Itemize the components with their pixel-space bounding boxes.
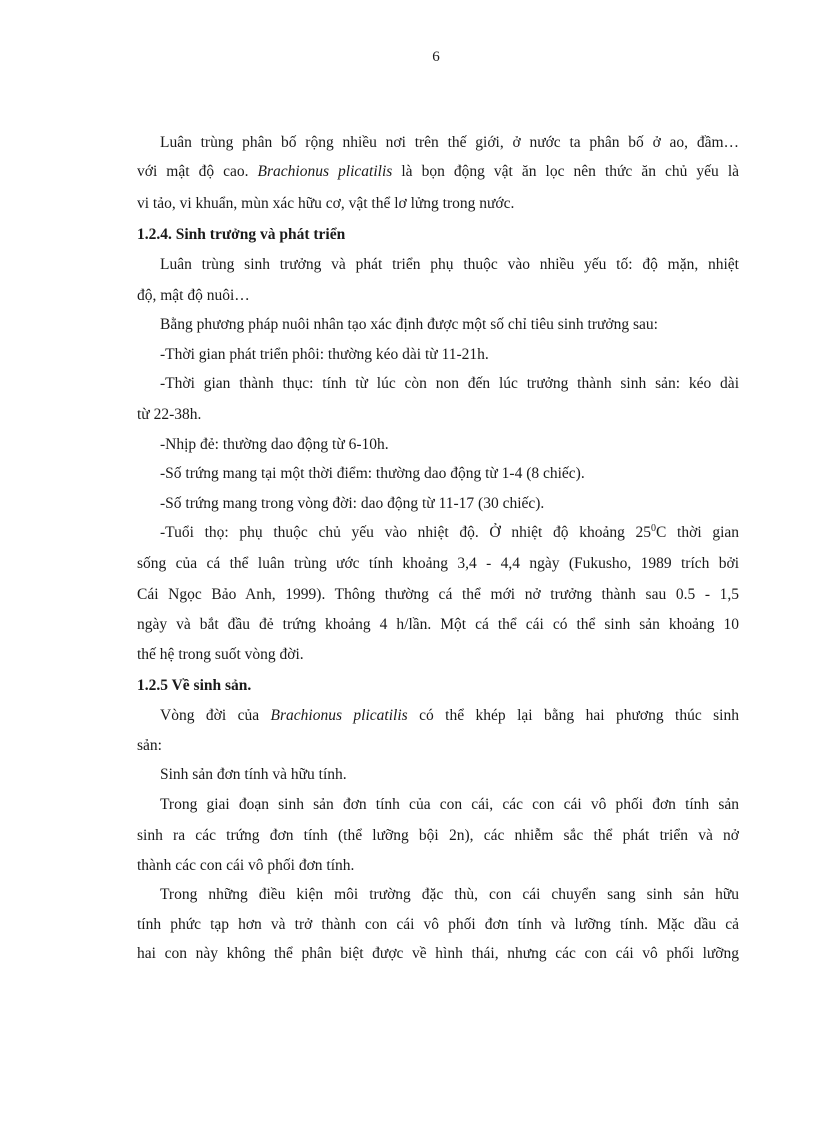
paragraph-line: độ, mật độ nuôi…: [137, 287, 250, 304]
list-item-continuation: từ 22-38h.: [137, 406, 202, 423]
section-heading: 1.2.4. Sinh trưởng và phát triển: [137, 226, 346, 243]
text-run: -Tuổi thọ: phụ thuộc chủ yếu vào nhiệt độ. Ở nhiệt độ khoảng 25: [160, 524, 652, 541]
paragraph-line: Sinh sản đơn tính và hữu tính.: [160, 766, 347, 783]
text-run: là bọn động vật ăn lọc nên thức ăn chủ yếu là: [392, 163, 740, 180]
list-item: -Thời gian phát triển phôi: thường kéo dài từ 11-21h.: [160, 346, 489, 363]
list-item: -Số trứng mang trong vòng đời: dao động từ 11-17 (30 chiếc).: [160, 495, 545, 512]
paragraph-line: Trong những điều kiện môi trường đặc thù, con cái chuyển sang sinh sản hữu: [160, 886, 739, 903]
text-run: Vòng đời của: [160, 707, 271, 724]
list-item: [160, 523, 739, 543]
superscript: 0: [651, 523, 657, 534]
section-heading: 1.2.5 Về sinh sản.: [137, 677, 252, 694]
list-item-continuation: thế hệ trong suốt vòng đời.: [137, 646, 304, 663]
paragraph-line: Trong giai đoạn sinh sản đơn tính của con cái, các con cái vô phối đơn tính sản: [160, 796, 739, 813]
paragraph-line: hai con này không thể phân biệt được về hình thái, nhưng các con cái vô phối lưỡng: [137, 945, 739, 962]
species-name: Brachionus plicatilis: [270, 707, 408, 724]
paragraph-line: thành các con cái vô phối đơn tính.: [137, 857, 355, 874]
text-run: có thể khép lại bằng hai phương thúc sinh: [407, 707, 739, 724]
paragraph-line: tính phức tạp hơn và trở thành con cái vô phối đơn tính và lưỡng tính. Mặc dầu cả: [137, 916, 739, 933]
paragraph-line: vi tảo, vi khuẩn, mùn xác hữu cơ, vật thể lơ lửng trong nước.: [137, 195, 515, 212]
paragraph-line: [160, 706, 739, 726]
paragraph-line: Luân trùng sinh trưởng và phát triển phụ thuộc vào nhiều yếu tố: độ mặn, nhiệt: [160, 256, 739, 273]
paragraph-line: Bằng phương pháp nuôi nhân tạo xác định được một số chỉ tiêu sinh trưởng sau:: [160, 316, 658, 333]
list-item-continuation: ngày và bắt đầu đẻ trứng khoảng 4 h/lần. Một cá thể cái có thể sinh sản khoảng 10: [137, 616, 739, 633]
paragraph-line: [137, 162, 739, 182]
species-name: Brachionus plicatilis: [257, 163, 393, 180]
list-item: -Số trứng mang tại một thời điểm: thường dao động từ 1-4 (8 chiếc).: [160, 465, 585, 482]
text-run: C thời gian: [656, 524, 740, 541]
paragraph-line: sản:: [137, 737, 162, 754]
list-item-continuation: Cái Ngọc Bảo Anh, 1999). Thông thường cá thể mới nở trưởng thành sau 0.5 - 1,5: [137, 586, 739, 603]
list-item: -Thời gian thành thục: tính từ lúc còn non đến lúc trưởng thành sinh sản: kéo dài: [160, 375, 739, 392]
list-item: -Nhịp đẻ: thường dao động từ 6-10h.: [160, 436, 389, 453]
paragraph-line: Luân trùng phân bố rộng nhiều nơi trên thế giới, ở nước ta phân bố ở ao, đầm…: [160, 134, 739, 151]
text-run: với mật độ cao.: [137, 163, 258, 180]
page-number: 6: [432, 49, 440, 65]
paragraph-line: sinh ra các trứng đơn tính (thể lưỡng bội 2n), các nhiễm sắc thể phát triển và nở: [137, 827, 739, 844]
list-item-continuation: sống của cá thể luân trùng ước tính khoảng 3,4 - 4,4 ngày (Fukusho, 1989 trích bởi: [137, 555, 739, 572]
